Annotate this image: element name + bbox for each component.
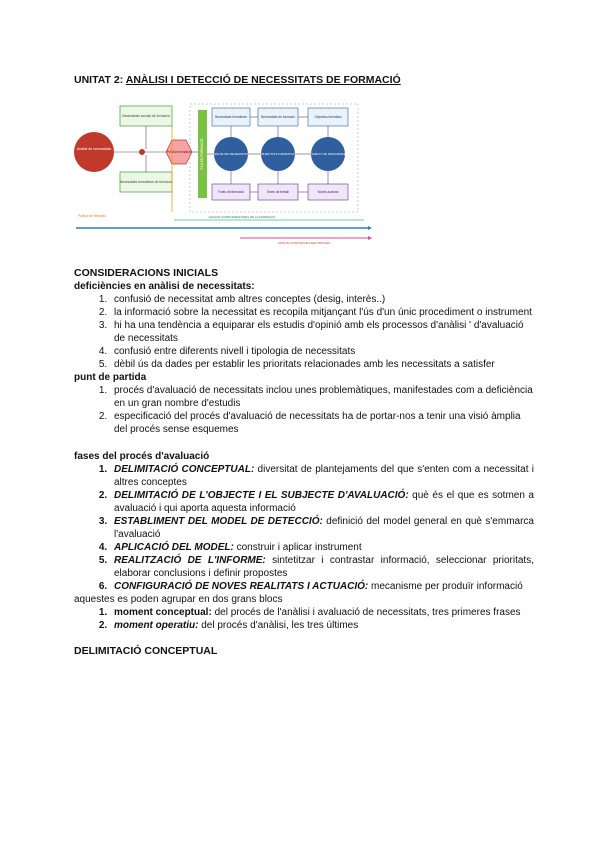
diagram-need-bottom-label: Necessitats formatives de formació (119, 180, 173, 184)
phase-text: definició del model general en què s'emmarca l'avaluació (114, 516, 534, 540)
diagram-circle-label: DISSENY DE PROGRAMES (308, 152, 348, 156)
final-heading: DELIMITACIÓ CONCEPTUAL (74, 645, 218, 657)
diagram-top-box-label: Necessitats formatives (214, 115, 248, 119)
start-heading: punt de partida (74, 372, 147, 383)
diagram-bottom-box-label: Eines de treball (267, 190, 289, 194)
diagram-node (139, 149, 145, 155)
diagram-plan-label: PLA DE FORMACIÓ (200, 138, 204, 170)
phases-heading: fases del procés d'avaluació (74, 451, 210, 462)
phase-text: diversitat de plantejaments del que s'enten com a necessitat i altres conceptes (114, 464, 534, 488)
phase-item (110, 489, 534, 515)
phase-title: REALITZACIÓ DE L'INFORME: (114, 555, 266, 566)
phase-item (110, 554, 534, 580)
phase-title: APLICACIÓ DEL MODEL: (114, 542, 234, 553)
block-text: del procés de l'anàlisi i avaluació de necessitats, tres primeres frases (211, 607, 521, 618)
phase-text: mecanisme per produïr informació (368, 581, 523, 592)
list-item: 2. la informació sobre la necessitat es recopila mitjançant l'ús d'un únic procediment o instrument (110, 306, 534, 319)
phase-text: sintetitzar i contrastar informació, seleccionar prioritats, elaborar conclusions i definir propostes (114, 555, 534, 579)
phase-item (110, 463, 534, 489)
phase-item (110, 541, 534, 554)
start-list (74, 384, 534, 436)
diagram-bottom-caption2: ANÀLISI CONTINUADA DEL PROCÉS (277, 241, 331, 245)
block-title: moment operatiu: (114, 620, 199, 631)
diagram-hub-label: Política formativa (166, 150, 192, 154)
phase-text: què és el que es sotmen a avaluació i qui aporta aquesta informació (114, 490, 534, 514)
diagram-circle-label: ANÀLISI DE NECESSITATS (211, 152, 251, 156)
list-item: 4. confusió entre diferents nivell i tipologia de necessitats (110, 345, 534, 358)
unit-title-text: ANÀLISI I DETECCIÓ DE NECESSITATS DE FORMACIÓ (125, 74, 401, 86)
unit-title (74, 74, 401, 86)
blocks-list (74, 606, 534, 632)
list-item: 3. hi ha una tendència a equiparar els estudis d'opinió amb els processos d'anàlisi ' d'avaluació de necessitats (110, 319, 534, 345)
considerations-heading: CONSIDERACIONS INICIALS (74, 267, 219, 279)
document-body (74, 267, 534, 658)
unit-prefix: UNITAT 2: (74, 74, 124, 86)
deficiencies-heading: deficiències en anàlisi de necessitats: (74, 281, 255, 292)
phase-title: DELIMITACIÓ DE L'OBJECTE I EL SUBJECTE D'AVALUACIÓ: (114, 490, 409, 501)
phases-list (74, 463, 534, 593)
phase-item (110, 580, 534, 593)
list-item: 2. especificació del procés d'avaluació de necessitats ha de portar-nos a tenir una visió àmplia del procés sense esquemes (110, 410, 534, 436)
block-text: del procés d'anàlisi, les tres últimes (198, 620, 359, 631)
diagram-start-label: Anàlisi de necessitats (76, 147, 112, 151)
list-item: 1. procés d'avaluació de necessitats inclou unes problemàtiques, manifestades com a deficiència en un gran nombre d'estudis (110, 384, 534, 410)
diagram-start-circle (74, 132, 114, 172)
diagram-top-box-label: Objectius formatius (314, 115, 342, 119)
list-item: 5. dèbil ús da dades per establir les prioritats relacionades amb les necessitats a satisfer (110, 358, 534, 371)
diagram-circle-label: OBJECTIUS FORMATIUS (259, 152, 297, 156)
phase-title: ESTABLIMENT DEL MODEL DE DETECCIÓ: (114, 516, 323, 527)
diagram-left-caption: Política de formació (78, 214, 106, 218)
process-diagram (72, 100, 372, 260)
block-title: moment conceptual: (114, 607, 212, 618)
phase-text: construir i aplicar instrument (233, 542, 362, 553)
diagram-bottom-box-label: Noves accions (317, 190, 339, 194)
block-item (110, 606, 534, 619)
deficiencies-list (74, 293, 534, 371)
group-intro: aquestes es poden agrupar en dos grans blocs (74, 594, 283, 605)
phase-title: CONFIGURACIÓ DE NOVES REALITATS I ACTUACIÓ: (114, 581, 369, 592)
block-item (110, 619, 534, 632)
list-item: 1. confusió de necessitat amb altres conceptes (desig, interès..) (110, 293, 534, 306)
diagram-bottom-box-label: Fonts d'informació (218, 190, 244, 194)
diagram-bottom-caption: ANÀLISI COMPLEMENTÀRIA DE LA FORMACIÓ (208, 215, 276, 219)
diagram-top-box-label: Necessitats de formació (260, 115, 296, 119)
phase-title: DELIMITACIÓ CONCEPTUAL: (114, 464, 255, 475)
phase-item (110, 515, 534, 541)
diagram-need-top-label: Necessitats socials de formació (122, 114, 170, 118)
